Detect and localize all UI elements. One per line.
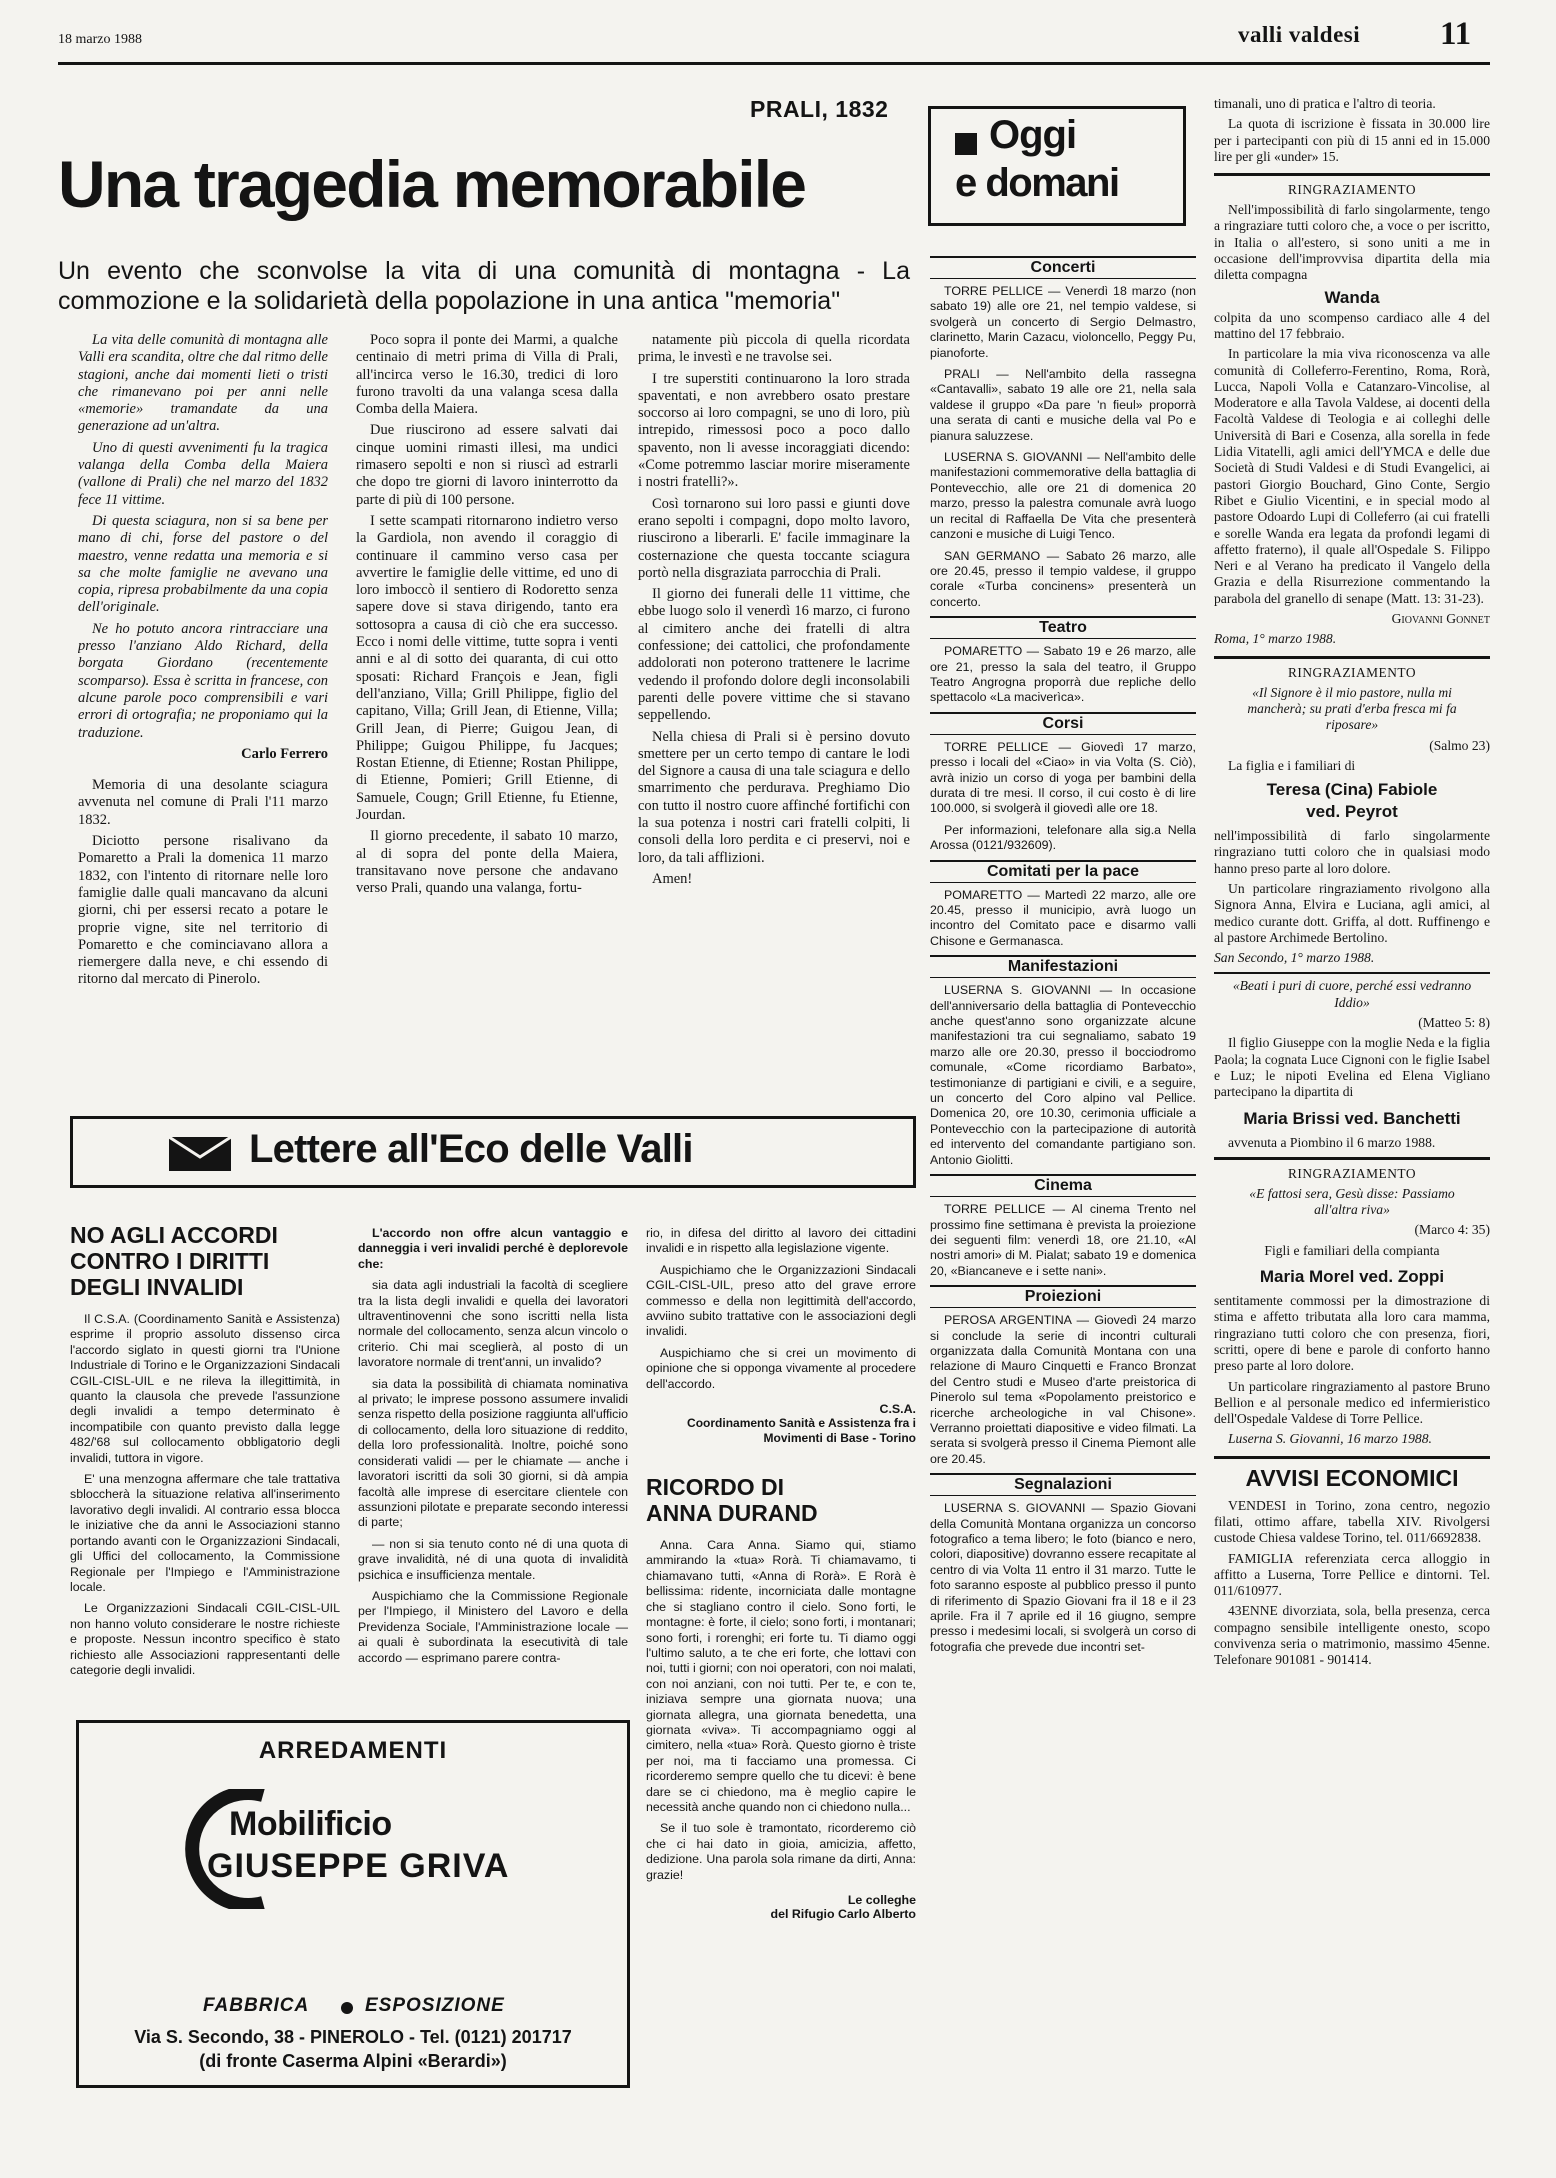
letter-signature: Coordinamento Sanità e Assistenza fra i Movimenti di Base - Torino [687,1416,916,1446]
notice-header: RINGRAZIAMENTO [1287,664,1416,680]
notice-quote: «Il Signore è il mio pastore, nulla mi mancherà; su prati d'erba fresca mi fa riposare» [1247,684,1457,733]
notice-text: In particolare la mia viva riconoscenza va alle comunità di Colleferro-Ferentino, Roma, Rorà, Lucca, Napoli Volla e Catanzaro-Vincolise, al Moderatore e alla Tavola Valdese, ai docenti della Facoltà Valdese di Teologia e ai colleghi delle Università di Bari e Cosenza, alla sorella in fede Lidia Vitatelli, agli amici dell'YMCA e delle due Società di Studi Valdesi e di Studi Evangelici, ai pastori Giorgio Bouchard, Gino Conte, Sergio Ribet e Giulio Vicentini, e in special modo al pastore Odoardo Lupi di Colleferro (ai cui fratelli e sorelle Wanda era legata da profondi legami di affetto fraterno), il quale all'Ospedale S. Filippo Neri e al Verano ha predicato il Vangelo della Grazia e della Risurrezione commentando la parabola del granello di senape (Matt. 13: 31-23). [1214,346,1490,606]
event-item: SAN GERMANO — Sabato 26 marzo, alle ore 20.45, presso il tempio valdese, il gruppo corale «Turba concinens» presenterà un concerto. [930,548,1196,609]
page-number: 11 [1440,16,1472,52]
notice-signature: Giovanni Gonnet [1391,611,1490,627]
letter-paragraph: Auspichiamo che la Commissione Regionale per l'Impiego, il Ministero del Lavoro e della Previdenza Sociale, l'Amministrazione locale — ai quali è subordinata la esecutività di tale accordo — esprimano parere contra- [358,1588,628,1665]
article-paragraph: Nella chiesa di Prali si è persino dovuto smettere per un certo tempo di cantare le lodi del Signore a causa di una tale sciagura e dello smarrimento che perdurava. Preghiamo Dio con tutto il nostro cuore affinché fortifichi con la sua potenza i nostri cari fratelli colpiti, li consoli della loro perdita e ci preservi, noi e loro, da tali afflizioni. [638,728,910,866]
section-header: Concerti [930,256,1196,279]
paper-name: valli valdesi [1238,22,1361,47]
article-paragraph: Così tornarono sui loro passi e giunti dove erano sepolti i compagni, dopo molto lavoro, riuscirono a liberarli. E' facile immaginare la costernazione che questa toccante sciagura portò nella disgraziata parrocchia di Prali. [638,495,910,581]
article-paragraph: Memoria di una desolante sciagura avvenuta nel comune di Prali l'11 marzo 1832. [78,777,328,828]
notice-place: Luserna S. Giovanni, 16 marzo 1988. [1228,1431,1432,1447]
letter-paragraph: Se il tuo sole è tramontato, ricorderemo ciò che ci hai dato in gioia, amicizia, affetto, dedizione. Una parola sola rimane da dirti, Anna: grazie! [646,1821,916,1882]
issue-date: 18 marzo 1988 [58,32,142,47]
oggi-domani-column [930,250,1196,2090]
ad-owner: GIUSEPPE GRIVA [207,1847,510,1885]
intro-paragraph: La vita delle comunità di montagna alle Valli era scandita, oltre che dal ritmo delle stagioni, anche dai momenti lieti o tristi che rimanevano poi per anni nelle «memorie» tramandate da una generazione ad un'altra. [78,332,328,435]
article-paragraph: Poco sopra il ponte dei Marmi, a qualche centinaio di metri prima di Villa di Prali, all'incirca verso le 16.30, tredici di loro furono travolti da una valanga scesa dalla Comba della Maiera. [356,332,618,418]
letter-paragraph: Auspichiamo che si crei un movimento di opinione che si opponga vivamente al procedere dell'accordo. [646,1345,916,1391]
article-column-1 [78,332,328,1084]
classified-item: FAMIGLIA referenziata cerca alloggio in affitto a Luserna, Torre Pellice e dintorni. Tel. 011/610977. [1214,1550,1490,1599]
section-header: Cinema [930,1174,1196,1197]
article-author: Carlo Ferrero [241,745,328,762]
separator [1214,173,1490,176]
notice-header: RINGRAZIAMENTO [1287,1165,1416,1181]
section-header: Comitati per la pace [930,860,1196,883]
notice-text: La figlia e i familiari di [1228,757,1356,773]
advertisement-box [76,1720,630,2088]
notice-name: Maria Morel ved. Zoppi [1259,1267,1445,1287]
letter-paragraph: Auspichiamo che le Organizzazioni Sindacali CGIL-CISL-UIL, preso atto del grave errore commesso e della non legittimità dell'accordo, avviino subito trattative con le associazioni degli invalidi. [646,1262,916,1339]
notice-name: ved. Peyrot [1306,802,1398,822]
header-rule [58,62,1490,65]
section-header: Teatro [930,616,1196,639]
intro-paragraph: Uno di questi avvenimenti fu la tragica valanga della Comba della Maiera (vallone di Prali) che nel marzo del 1832 fece 11 vittime. [78,439,328,508]
notice-text: nell'impossibilità di farlo singolarmente ringraziano tutti coloro che in qualsiasi modo hanno preso parte al loro dolore. [1214,828,1490,876]
intro-paragraph: Di questa sciagura, non si sa bene per mano di chi, forse del pastore o del maestro, venne redatta una memoria e si sa che molte famiglie ne avevano una copia, ripresa probabilmente da una copia dell'originale. [78,512,328,616]
notice-text: Nell'impossibilità di farlo singolarmente, tengo a ringraziare tutti coloro che, a voce o per iscritto, in Italia o all'estero, si sono uniti a me in occasione dell'improvvisa dipartita della mia diletta compagna [1214,202,1490,283]
notice-text: Figli e familiari della compianta [1264,1242,1440,1258]
envelope-icon [169,1137,231,1171]
article-paragraph: I sette scampati ritornarono indietro verso la Gardiola, non avendo il coraggio di continuare il cammino verso casa per avvertire le famiglie delle vittime, ed uno di loro imboccò il sentiero di Rodoretto senza sapere dove si stava dirigendo, tanto era sottosopra a causa di ciò che era successo. Ecco i nomi delle vittime, tutte sopra i venti anni e al di sotto dei quaranta, di cui otto sposati: Richard François e Jean, figli dell'anziano, Villa; Grill Philippe, figlio del capitano, Villa; Grill Jean, di Etienne, Villa; Grill Jean, di Pierre; Guigou Jean, di Philippe; Guigou Philippe, fu Jacques; Rostan Etienne, di Etienne; Rostan Philippe, di Etienne, Pomieri; Grill Etienne, di Samuele, Cougn; Grill Etienne, fu Etienne, Jourdan. [356,512,618,824]
separator [1214,972,1490,974]
letter-paragraph: sia data la possibilità di chiamata nominativa al privato; le imprese possono assumere invalidi senza rispetto della posizione raggiunta all'ufficio di collocamento, della loro situazione di reddito, della loro professionalità. Inoltre, poiché sono considerati validi — per le chiamate — anche i lavoratori iscritti da soli 30 giorni, si dà ampia facoltà alle imprese di esercitare clientele con assunzioni pilotate e preparate secondo interessi di parte; [358,1376,628,1530]
letter-paragraph: Anna. Cara Anna. Siamo qui, stiamo ammirando la «tua» Rorà. Ti chiamavamo, ti chiamavano tutti, «Anna di Rorà». E Rorà è bellissima: ridente, incorniciata dalle montagne che si stagliano contro il cielo. Sono forti, le montagne: è forte, il cielo; sono forti, i montanari; sono forti, i rorenghi; eri forte tu. Ti diamo oggi l'ultimo saluto, a te che eri forte, che lottavi con noi, tutti i giorni; con noi operatori, con noi malati, con noi anziani, con noi tutti. Per te, e con te, iniziava sempre una giornata nuova; una giornata allegra, una giornata benedetta, una giornata «viva». Ti accompagniamo oggi al cimitero, nella «tua» Rorà. Questo giorno è triste per noi, ma ti facciamo una promessa. Ci ricorderemo sempre quello che tu dicevi: è bene dare se ci chiedono, ma è meglio capire le necessità anche quando non ci chiedono nulla... [646,1538,916,1814]
event-item: POMARETTO — Sabato 19 e 26 marzo, alle ore 21, presso la sala del teatro, il Gruppo Teatro Angrogna proporrà due repliche dello spettacolo «La maciverìca». [930,644,1196,705]
event-item: TORRE PELLICE — Giovedì 17 marzo, presso i locali del «Ciao» in via Volta (S. Ciò), avrà inizio un corso di yoga per bambini della durata di tre mesi. Il corso, il cui costo è di lire 100.000, si svolgerà il giovedì alle ore 18. [930,739,1196,816]
letter-paragraph: E' una menzogna affermare che tale trattativa sbloccherà la situazione relativa all'inserimento lavorativo degli invalidi. Al contrario essa blocca le iniziative che da anni le Associazioni stanno portando avanti con le Organizzazioni Sindacali, gli Uffici del collocamento, la Commissione Regionale per l'Impiego e l'Amministrazione locale. [70,1472,340,1594]
notice-text: Il figlio Giuseppe con la moglie Neda e la figlia Paola; la cognata Luce Cignoni con le figlie Isabel e Luz; le nipoti Evelina ed Elena Vigliano partecipano la dipartita di [1214,1035,1490,1100]
notice-name: Maria Brissi ved. Banchetti [1243,1108,1461,1128]
article-paragraph: natamente più piccola di quella ricordata prima, le investì e ne travolse sei. [638,332,910,366]
letter-signature: C.S.A. [879,1402,916,1417]
section-header: Proiezioni [930,1285,1196,1308]
article-column-2 [356,332,618,1084]
notice-name: Wanda [1324,287,1380,307]
letter-signature: Le colleghe [847,1893,916,1907]
course-text: timanali, uno di pratica e l'altro di teoria. [1214,96,1436,111]
separator [1214,1157,1490,1160]
article-column-3 [638,332,910,1084]
article-paragraph: I tre superstiti continuarono la loro strada spaventati, e non avrebbero osato prestare soccorso ai loro compagni, se uno di loro, più intrepido, rimessosi poco a poco dallo spavento, non li avesse incoraggiati dicendo: «Come potremmo lasciar morire miseramente i nostri fratelli?». [638,370,910,491]
ad-category: ARREDAMENTI [258,1737,448,1764]
ad-showroom: ESPOSIZIONE [365,1995,505,2016]
section-header: Corsi [930,712,1196,735]
letters-banner-title: Lettere all'Eco delle Valli [249,1127,693,1171]
notice-name: Teresa (Cina) Fabiole [1266,780,1438,800]
right-column [1214,96,1490,2096]
oggi-domani-box [928,106,1186,226]
letter-title: RICORDO DI ANNA DURAND [646,1474,818,1527]
event-item: Per informazioni, telefonare alla sig.a Nella Arossa (0121/932609). [930,822,1196,853]
letter-paragraph: sia data agli industriali la facoltà di scegliere tra la lista degli invalidi e quella dei lavoratori ultraventinovenni che sono iscritti nella lista normale del collocamento, senza alcun vincolo o criterio. Chi mai sceglierà, al posto di un lavoratore normale di trent'anni, un invalido? [358,1278,628,1370]
separator [1214,1456,1490,1459]
notice-header: RINGRAZIAMENTO [1287,182,1416,198]
notice-text: avvenuta a Piombino il 6 marzo 1988. [1228,1134,1436,1150]
article-paragraph: Amen! [652,870,693,887]
oggi-subtitle: e domani [955,161,1119,205]
square-bullet-icon [955,133,977,155]
bullet-icon [341,2002,353,2014]
notice-reference: (Salmo 23) [1429,737,1490,753]
letter-signature: del Rifugio Carlo Alberto [770,1907,916,1921]
event-item: PRALI — Nell'ambito della rassegna «Cantavalli», sabato 19 alle ore 21, nella sala valdese il gruppo «Da pare 'n fieul» proporrà una serata di canti e musiche della val Po e pianura saluzzese. [930,367,1196,443]
notice-place: Roma, 1° marzo 1988. [1214,631,1337,647]
notice-text: sentitamente commossi per la dimostrazione di stima e affetto tributata alla loro cara mamma, ringraziano tutti coloro che con presenza, fiori, scritti, opere di bene e parole di conforto hanno preso parte al loro dolore. [1214,1293,1490,1374]
letter-paragraph: Le Organizzazioni Sindacali CGIL-CISL-UIL non hanno voluto considerare le nostre richieste e proposte. Nessun incontro specifico è stato richiesto alle Associazioni rappresentanti delle categorie degli invalidi. [70,1601,340,1677]
letter-column-3 [646,1226,916,2096]
article-paragraph: Diciotto persone risalivano da Pomaretto a Prali la domenica 11 marzo 1832, con l'intento di ritornare nelle loro famiglie dalle quali mancavano da alcuni giorni, chi per essersi recato a potare le proprie vigne, site nel territorio di Pomaretto e che cominciavano allora a riemergere dalla neve, e chi essendo di ritorno dal mercato di Pinerolo. [78,833,328,988]
letter-title: NO AGLI ACCORDI CONTRO I DIRITTI DEGLI INVALIDI [70,1222,278,1300]
article-paragraph: Due riuscirono ad essere salvati dai cinque uomini rimasti illesi, ma undici rimasero sepolti e non si riuscì ad estrarli che dopo tre giorni di lavoro ininterrotto da parte di più di 100 persone. [356,422,618,508]
course-text: La quota di iscrizione è fissata in 30.000 lire per i partecipanti con più di 15 anni ed in 15.000 lire per gli «under» 15. [1214,116,1490,164]
classifieds-title: AVVISI ECONOMICI [1245,1464,1459,1491]
event-item: POMARETTO — Martedì 22 marzo, alle ore 20.45, presso il municipio, avrà luogo un incontro del Comitato pace e disarmo valli Chisone e Germanasca. [930,887,1196,948]
letter-column-2 [358,1226,628,1702]
article-kicker: PRALI, 1832 [750,96,889,122]
letter-column-1 [70,1222,340,1702]
notice-text: Un particolare ringraziamento al pastore Bruno Bellion e al personale medico ed infermieristico dell'Ospedale Valdese di Torre Pellice. [1214,1378,1490,1427]
intro-paragraph: Ne ho potuto ancora rintracciare una presso l'anziano Aldo Richard, della borgata Giordano (recentemente scomparso). Essa è scritta in francese, con alcune parole poco comprensibili e vari errori di ortografia; ne proponiamo qui la traduzione. [78,620,328,741]
ad-factory: FABBRICA [203,1995,310,2016]
article-subtitle: Un evento che sconvolse la vita di una comunità di montagna - La commozione e la solidarietà della popolazione in una antica "memoria" [58,257,910,315]
notice-reference: (Marco 4: 35) [1414,1222,1490,1238]
oggi-title: Oggi [989,113,1077,157]
event-item: TORRE PELLICE — Al cinema Trento nel prossimo fine settimana è prevista la proiezione dei seguenti film: venerdì 18, ore 21.10, «Al nostri amori» di M. Pialat; sabato 19 e domenica 20, «Biancaneve e i sette nani». [930,1202,1196,1278]
classified-item: 43ENNE divorziata, sola, bella presenza, cerca compagno sensibile intelligente onesto, scopo convivenza seria o matrimonio, massimo 45enne. Telefonare 901081 - 901414. [1214,1603,1490,1668]
classified-item: VENDESI in Torino, zona centro, negozio filati, ottimo affare, tabella XIV. Rivolgersi custode Chiesa valdese Torino, tel. 011/6692838. [1214,1497,1490,1546]
article-title: Una tragedia memorabile [58,147,806,221]
article-paragraph: Il giorno dei funerali delle 11 vittime, che ebbe luogo solo il venerdì 16 marzo, ci furono al cimitero anche dei fratelli di altra confessione; dei cattolici, che profondamente addolorati non poterono trattenere le lacrime vedendo il profondo dolore degli inconsolabili parenti delle povere vittime che si stavano seppellendo. [638,586,910,724]
section-header: Segnalazioni [930,1473,1196,1496]
event-item: PEROSA ARGENTINA — Giovedì 24 marzo si conclude la serie di incontri culturali organizzata dalla Comunità Montana con una relazione di Mauro Cinquetti e Franco Bronzat del Centro studi e Museo d'arte preistorica di Pinerolo sul tema «Popolamento preistorico e ricerche archeologiche in val Chisone». Verranno proiettati diapositive e video filmati. La serata si svolgerà presso il Cinema Piemont alle ore 20.45. [930,1313,1196,1466]
ad-location: (di fronte Caserma Alpini «Berardi») [199,2051,507,2071]
notice-text: colpita da uno scompenso cardiaco alle 4 del mattino del 17 febbraio. [1214,309,1490,341]
notice-text: Un particolare ringraziamento rivolgono alla Signora Anna, Elvira e Luciana, agli amici, al medico curante dott. Griffa, al dott. Ruffinengo e al pastore Archimede Bertolino. [1214,880,1490,945]
letter-paragraph: — non si sia tenuto conto né di una quota di grave invalidità, né di una quota di invalidità psichica e insufficienza mentale. [358,1536,628,1582]
notice-quote: «Beati i puri di cuore, perché essi vedranno Iddio» [1232,978,1472,1010]
notice-reference: (Matteo 5: 8) [1418,1015,1490,1031]
event-item: LUSERNA S. GIOVANNI — Spazio Giovani della Comunità Montana organizza un concorso fotografico a tema libero; le foto (bianco e nero, colori, diapositive) dovranno essere recapitate al centro di via Volta 11 entro il 31 marzo. Tutte le foto saranno esposte al pubblico presso il punto di riferimento di Spazio Giovani fra il 18 e il 23 aprile. Fra il 7 aprile ed il 16 giugno, sempre presso i medesimi locali, si svolgerà un corso di fotografia che prevede due incontri set- [930,1501,1196,1654]
letter-lead: L'accordo non offre alcun vantaggio e danneggia i veri invalidi perché è deplorevole che: [358,1226,628,1271]
article-paragraph: Il giorno precedente, il sabato 10 marzo, al di sopra del ponte della Maiera, transitavano nove persone che andavano verso Prali, quando una valanga, fortu- [356,828,618,897]
event-item: LUSERNA S. GIOVANNI — Nell'ambito delle manifestazioni commemorative della battaglia di Pontevecchio, alle ore 21 di domenica 20 marzo, presso la palestra comunale avrà luogo un recital di Raffaella De Vita che presenterà canzoni e musiche di Luigi Tenco. [930,450,1196,542]
letter-paragraph: Il C.S.A. (Coordinamento Sanità e Assistenza) esprime il proprio assoluto dissenso circa l'accordo siglato in questi giorni tra l'Unione Industriale di Torino e le Organizzazioni Sindacali CGIL-CISL-UIL e ne rileva la illegittimità, in quanto la clausola che prevede l'assunzione degli invalidi a tempo determinato è incompatibile con quanto previsto dalla legge 482/'68 sul collocamento obbligatorio degli invalidi, tuttora in vigore. [70,1312,340,1465]
notice-quote: «E fattosi sera, Gesù disse: Passiamo all'altra riva» [1249,1185,1455,1218]
section-header: Manifestazioni [930,955,1196,978]
notice-place: San Secondo, 1° marzo 1988. [1214,950,1375,966]
ad-brand: Mobilificio [229,1805,392,1843]
event-item: LUSERNA S. GIOVANNI — In occasione dell'anniversario della battaglia di Pontevecchio anche quest'anno sono organizzate alcune manifestazioni tra cui segnaliamo, sabato 19 marzo alle ore 20.30, presso il bocciodromo comunale, «Come ricordiamo Barbato», testimonianze di partigiani e civili, e a seguire, un concerto del Coro alpino val Pellice. Domenica 20, ore 10.30, cerimonia ufficiale a Pontevecchio con la partecipazione di autorità ed intervento del comandante partigiano son. Antonio Giolitti. [930,983,1196,1167]
letter-paragraph: rio, in difesa del diritto al lavoro dei cittadini invalidi e in rispetto alla legislazione vigente. [646,1226,916,1256]
letters-banner [70,1116,916,1188]
separator [1214,656,1490,659]
event-item: TORRE PELLICE — Venerdì 18 marzo (non sabato 19) alle ore 21, nel tempio valdese, si svolgerà un concerto di Sergio Delmastro, clarinetto, Marin Cazacu, violoncello, Peggy Pu, pianoforte. [930,284,1196,360]
ad-address: Via S. Secondo, 38 - PINEROLO - Tel. (0121) 201717 [134,2027,572,2047]
